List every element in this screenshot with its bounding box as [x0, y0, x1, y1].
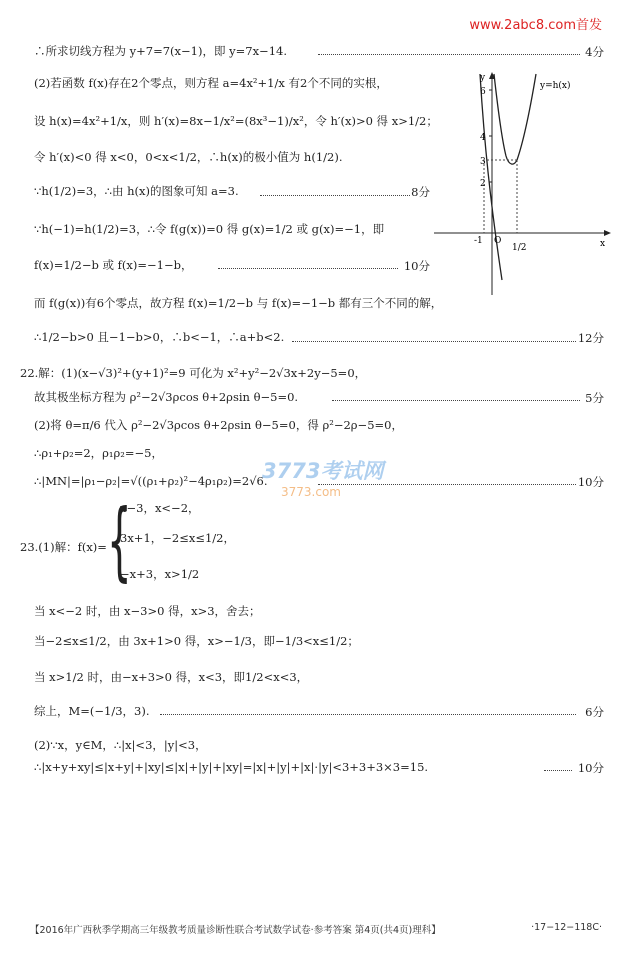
answer-line: 综上，M=(−1/3，3).: [34, 704, 150, 718]
answer-line: ∵h(1/2)=3，∴由 h(x)的图象可知 a=3.: [34, 184, 239, 198]
watermark-logo: 3773考试网: [262, 459, 384, 483]
answer-line: f(x)=1/2−b 或 f(x)=−1−b，: [34, 258, 193, 272]
answer-line: (2)若函数 f(x)存在2个零点，则方程 a=4x²+1/x 有2个不同的实根，: [34, 76, 388, 90]
watermark-url: 3773.com: [281, 485, 341, 499]
piecewise-case: x−3，x<−2，: [120, 501, 200, 515]
graph-x-label: x: [600, 239, 606, 249]
answer-line: 当 x>1/2 时，由−x+3>0 得，x<3，即1/2<x<3，: [34, 670, 309, 684]
answer-line: 设 h(x)=4x²+1/x，则 h′(x)=8x−1/x²=(8x³−1)/x²，令 h′(x)>0 得 x>1/2；: [34, 114, 438, 128]
piecewise-case: 3x+1，−2≤x≤1/2，: [120, 531, 235, 545]
score-points: 6分: [585, 705, 604, 719]
site-watermark: www.2abc8.com首发: [469, 18, 602, 33]
answer-line: 当 x<−2 时，由 x−3>0 得，x>3，舍去；: [34, 604, 261, 618]
piecewise-case: −x+3，x>1/2: [120, 567, 200, 581]
score-points: 10分: [577, 761, 604, 775]
leader-dots: [160, 714, 576, 715]
answer-line: 当−2≤x≤1/2，由 3x+1>0 得，x>−1/3，即−1/3<x≤1/2；: [34, 634, 359, 648]
leader-dots: [292, 341, 576, 342]
graph-y-tick: 6: [480, 87, 486, 97]
leader-dots: [218, 268, 398, 269]
answer-line: 令 h′(x)<0 得 x<0，0<x<1/2，∴h(x)的极小值为 h(1/2).: [34, 150, 343, 164]
leader-dots: [544, 770, 572, 771]
answer-line: (2)∵x，y∈M，∴|x|<3，|y|<3，: [34, 738, 207, 752]
graph-y-tick: 2: [480, 179, 486, 189]
answer-line: 22.解：(1)(x−√3)²+(y+1)²=9 可化为 x²+y²−2√3x+2y−5=0，: [20, 366, 367, 380]
graph-y-tick: 3: [480, 157, 486, 167]
graph-curve-label: y=h(x): [540, 81, 571, 91]
answer-line: 23.(1)解：f(x)=: [20, 540, 107, 554]
piecewise-brace: {: [107, 491, 132, 591]
graph-x-tick: -1: [474, 236, 483, 246]
function-graph: [432, 70, 612, 300]
answer-line: ∴|MN|=|ρ₁−ρ₂|=√((ρ₁+ρ₂)²−4ρ₁ρ₂)=2√6.: [34, 474, 268, 488]
answer-line: ∴1/2−b>0 且−1−b>0，∴b<−1，∴a+b<2.: [34, 330, 285, 344]
answer-line: ∴所求切线方程为 y+7=7(x−1)，即 y=7x−14.: [34, 44, 287, 58]
graph-origin-label: O: [494, 236, 502, 246]
answer-line: 而 f(g(x))有6个零点，故方程 f(x)=1/2−b 与 f(x)=−1−b 都有三个不同的解，: [34, 296, 443, 310]
graph-x-tick: 1/2: [512, 243, 527, 253]
answer-line: 故其极坐标方程为 ρ²−2√3ρcos θ+2ρsin θ−5=0.: [34, 390, 299, 404]
score-points: 12分: [577, 331, 604, 345]
score-points: 8分: [411, 185, 430, 199]
leader-dots: [260, 195, 410, 196]
score-points: 5分: [585, 391, 604, 405]
answer-line: ∵h(−1)=h(1/2)=3，∴令 f(g(x))=0 得 g(x)=1/2 或 g(x)=−1，即: [34, 222, 385, 236]
answer-line: (2)将 θ=π/6 代入 ρ²−2√3ρcos θ+2ρsin θ−5=0，得 ρ²−2ρ−5=0，: [34, 418, 403, 432]
score-points: 10分: [577, 475, 604, 489]
score-points: 10分: [403, 259, 430, 273]
page-code: ·17−12−118C·: [531, 922, 602, 933]
leader-dots: [318, 54, 580, 55]
page-footer: 【2016年广西秋季学期高三年级教考质量诊断性联合考试数学试卷·参考答案 第4页(共4页)理科】: [30, 925, 441, 936]
answer-line: ∴ρ₁+ρ₂=2，ρ₁ρ₂=−5，: [34, 446, 163, 460]
leader-dots: [332, 400, 580, 401]
score-points: 4分: [585, 45, 604, 59]
graph-y-label: y: [480, 73, 486, 83]
graph-y-tick: 4: [480, 133, 486, 143]
answer-line: ∴|x+y+xy|≤|x+y|+|xy|≤|x|+|y|+|xy|=|x|+|y|+|x|·|y|<3+3+3×3=15.: [34, 760, 429, 774]
